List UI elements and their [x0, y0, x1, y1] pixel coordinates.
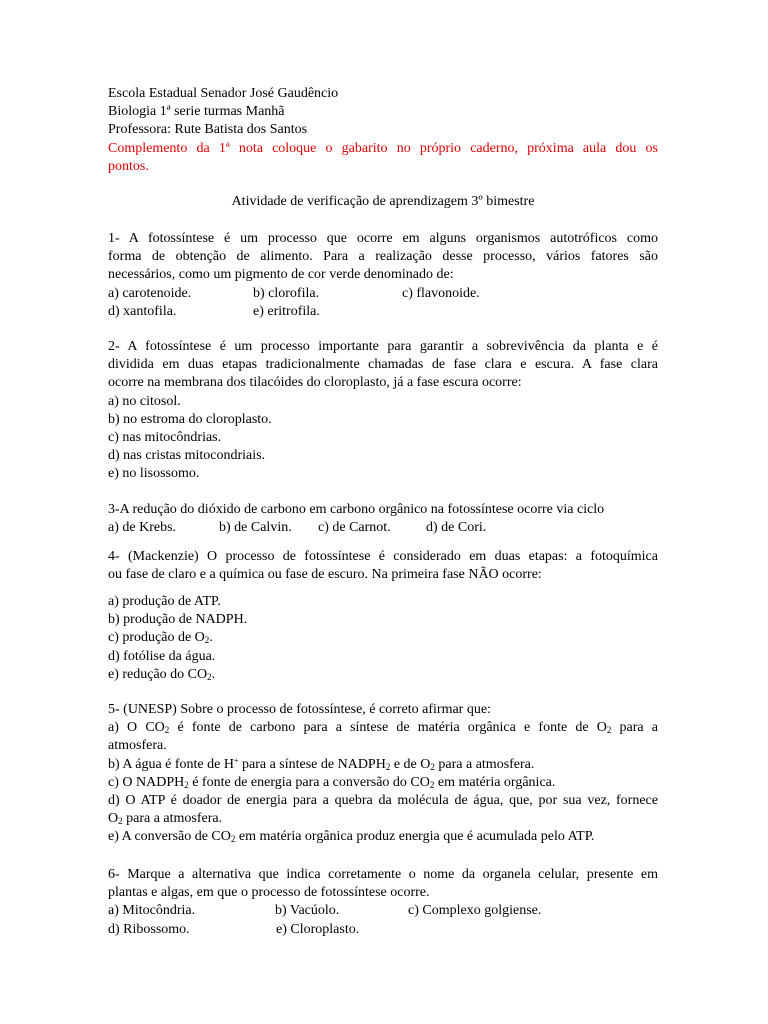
q5-c-sub-1: 2 — [184, 779, 189, 790]
q5-option-a-line-2: atmosfera. — [108, 738, 167, 754]
q2-option-d: d) nas cristas mitocondriais. — [108, 448, 266, 464]
q5-option-e — [108, 828, 658, 846]
q6-option-e: e) Cloroplasto. — [276, 921, 360, 937]
q3-option-a: a) de Krebs. — [108, 520, 177, 536]
title-text: Atividade de verificação de aprendizagem 3º bimestre — [231, 194, 535, 209]
q1-options-row-1 — [108, 285, 658, 303]
page-title — [108, 193, 658, 211]
q4-c-subscript: 2 — [204, 635, 210, 646]
q5-d-part-2: O — [108, 811, 119, 827]
q5-option-d-line-1: d) O ATP é doador de energia para a quebra da molécula de água, que, por sua vez, fornece — [108, 792, 658, 808]
q5-e-part-2: em matéria orgânica produz energia que é acumulada pelo ATP. — [235, 829, 595, 845]
q1-option-a: a) carotenoide. — [108, 285, 192, 301]
header — [108, 85, 658, 176]
q6-line-1: 6- Marque a alternativa que indica corretamente o nome da organela celular, presente em — [108, 867, 658, 882]
q4-e-subscript: 2 — [207, 671, 212, 682]
q3-options-row — [108, 519, 658, 537]
q5-a-sub-1: 2 — [164, 725, 170, 736]
q4-option-e — [108, 666, 658, 684]
class-info: Biologia 1ª serie turmas Manhã — [108, 104, 285, 120]
q2-line-2: dividida em duas etapas tradicionalmente chamadas de fase clara e escura. A fase clara — [108, 357, 658, 373]
question-6 — [108, 866, 658, 939]
q4-line-1: 4- (Mackenzie) O processo de fotossíntese é considerado em duas etapas: a fotoquímica — [108, 549, 658, 564]
question-5 — [108, 701, 658, 847]
q5-a-sub-2: 2 — [606, 725, 612, 736]
q1-option-c: c) flavonoide. — [402, 285, 480, 301]
notice-line-2: pontos. — [108, 158, 149, 174]
q2-option-e: e) no lisossomo. — [108, 466, 200, 482]
q4-options — [108, 593, 658, 684]
q5-e-sub: 2 — [230, 834, 236, 845]
q4-line-2: ou fase de claro e a química ou fase de escuro. Na primeira fase NÃO ocorre: — [108, 567, 542, 583]
q6-line-2: plantas e algas, em que o processo de fotossíntese ocorre. — [108, 885, 430, 901]
q5-c-sub-2: 2 — [429, 779, 435, 790]
q6-option-c: c) Complexo golgiense. — [408, 903, 542, 919]
q4-e-text: e) redução do CO — [108, 666, 208, 682]
notice-line-1: Complemento da 1ª nota coloque o gabarito no próprio caderno, próxima aula dou os — [108, 140, 658, 156]
q6-option-a: a) Mitocôndria. — [108, 903, 196, 919]
q5-option-b — [108, 756, 658, 774]
q4-option-a: a) produção de ATP. — [108, 594, 221, 609]
q2-line-1: 2- A fotossíntese é um processo importante para garantir a sobrevivência da planta e é — [108, 339, 658, 354]
q5-a-part-1: a) O CO — [108, 720, 165, 736]
q2-line-3: ocorre na membrana dos tilacóides do cloroplasto, já a fase escura ocorre: — [108, 375, 522, 391]
q5-b-part-4: para a atmosfera. — [434, 756, 535, 772]
q5-d-part-3: para a atmosfera. — [122, 811, 223, 827]
q5-b-sub-1: 2 — [385, 761, 391, 772]
q5-stem: 5- (UNESP) Sobre o processo de fotossíntese, é correto afirmar que: — [108, 702, 491, 717]
q5-option-c — [108, 774, 658, 792]
teacher-name: Professora: Rute Batista dos Santos — [108, 122, 308, 138]
q5-b-part-1: b) A água é fonte de H — [108, 756, 234, 772]
q5-c-part-3: em matéria orgânica. — [434, 774, 556, 790]
q2-option-a: a) no citosol. — [108, 393, 181, 409]
q1-option-d: d) xantofila. — [108, 303, 177, 319]
q1-line-3: necessários, como um pigmento de cor verde denominado de: — [108, 267, 454, 283]
q5-b-superscript: + — [233, 755, 239, 765]
q1-options-row-2 — [108, 303, 658, 321]
question-2 — [108, 338, 658, 484]
q4-c-text: c) produção de O — [108, 630, 205, 646]
q5-c-part-2: é fonte de energia para a conversão do CO — [188, 774, 430, 790]
q6-options-row-2 — [108, 921, 658, 939]
q5-d-sub: 2 — [118, 816, 123, 827]
q1-option-b: b) clorofila. — [253, 285, 320, 301]
q5-a-part-3: para a — [611, 720, 659, 736]
q4-option-b: b) produção de NADPH. — [108, 612, 248, 628]
q2-option-b: b) no estroma do cloroplasto. — [108, 411, 272, 427]
q4-option-d: d) fotólise da água. — [108, 648, 216, 664]
q5-b-part-3: e de O — [390, 756, 431, 772]
question-1 — [108, 230, 658, 321]
q1-option-e: e) eritrofila. — [253, 303, 320, 319]
q5-b-part-2: para a síntese de NADPH — [238, 756, 386, 772]
q3-line-1: 3-A redução do dióxido de carbono em carbono orgânico na fotossíntese ocorre via ciclo — [108, 502, 605, 517]
q3-option-c: c) de Carnot. — [318, 520, 391, 536]
q5-e-part-1: e) A conversão de CO — [108, 829, 231, 845]
q1-line-1: 1- A fotossíntese é um processo que ocorre em alguns organismos autotróficos como — [108, 231, 658, 246]
q2-option-c: c) nas mitocôndrias. — [108, 429, 222, 445]
q5-option-a-line-1 — [108, 719, 658, 737]
q5-b-sub-2: 2 — [430, 761, 435, 772]
q6-options-row-1 — [108, 902, 658, 920]
q5-a-part-2: é fonte de carbono para a síntese de matéria orgânica e fonte de O — [169, 720, 607, 736]
q5-option-d-line-2 — [108, 810, 658, 828]
question-4 — [108, 548, 658, 584]
q4-e-period: . — [211, 666, 216, 682]
q6-option-b: b) Vacúolo. — [275, 903, 340, 919]
q4-option-c — [108, 629, 658, 647]
school-name: Escola Estadual Senador José Gaudêncio — [108, 86, 339, 101]
q3-option-b: b) de Calvin. — [219, 520, 292, 536]
q3-option-d: d) de Cori. — [426, 520, 487, 536]
q5-c-part-1: c) O NADPH — [108, 774, 185, 790]
q4-c-period: . — [209, 630, 213, 646]
q6-option-d: d) Ribossomo. — [108, 921, 190, 937]
question-3 — [108, 501, 658, 537]
q1-line-2: forma de obtenção de alimento. Para a realização desse processo, vários fatores são — [108, 249, 658, 265]
